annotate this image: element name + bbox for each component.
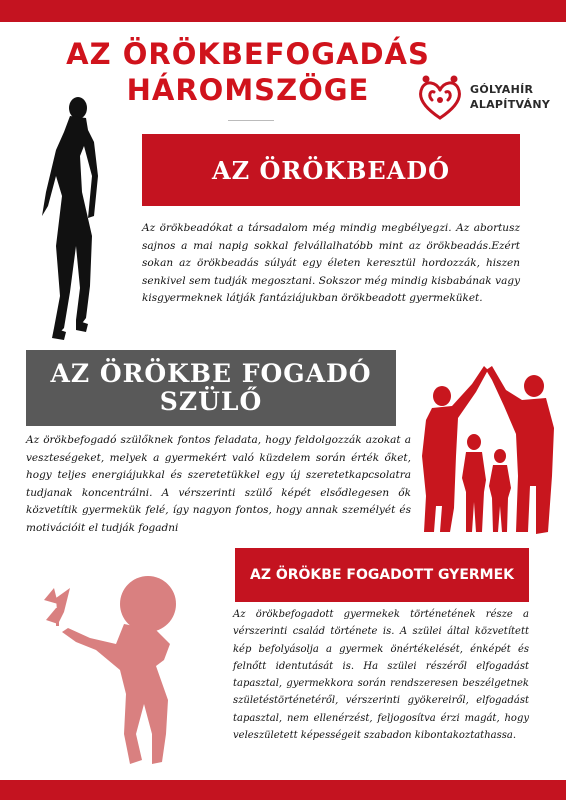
child-butterfly-silhouette-image bbox=[36, 574, 196, 774]
top-red-bar bbox=[0, 0, 566, 22]
title-divider bbox=[228, 120, 274, 121]
logo-name-line-1: GÓLYAHÍR bbox=[470, 83, 534, 96]
section-heading-line-1: AZ ÖRÖKBE FOGADÓ bbox=[50, 359, 372, 388]
logo-text bbox=[470, 82, 550, 112]
page-title-line-1: AZ ÖRÖKBEFOGADÁS bbox=[66, 37, 430, 71]
bottom-red-bar bbox=[0, 780, 566, 800]
page-title bbox=[60, 36, 436, 108]
section-text-orokbefogado-szulo: Az örökbefogadó szülőknek fontos feladata, hogy feldolgozzák azokat a veszteségeket, melyek a gyermekért való küzdelem során érték őket, hogy teljes energiájukkal és szeretetükkel egy új szeretetkapcsolatra tudjanak koncentrálni. A vérszerinti szülő képét elsődlegesen ők közvetítik gyermekük felé, így nagyon fontos, hogy annak személyét és motivációit el tudják fogadni bbox=[26, 434, 411, 534]
logo-name-line-2: ALAPÍTVÁNY bbox=[470, 98, 551, 111]
woman-silhouette-image bbox=[36, 96, 116, 342]
section-heading-text: AZ ÖRÖKBE FOGADOTT GYERMEK bbox=[249, 567, 515, 583]
section-heading-orokbefogadott-gyermek bbox=[235, 548, 529, 602]
section-heading-orokbeado bbox=[142, 134, 520, 206]
section-heading-orokbefogado-szulo bbox=[26, 350, 396, 426]
section-text-orokbefogadott-gyermek: Az örökbefogadott gyermekek történetének része a vérszerinti család története is. A szülei által közvetített kép befolyásolja a gyermek önértékelését, énképét és felnőtt identutását is. Ha szülei részéről elfogadást tapasztal, gyermekkora során rendszeresen beszélgetnek születéstörténetéről, vérszerinti gyökereiről, elfogadást tapasztal, nem ellenérzést, feljogosítva érzi magát, hogy veleszületett képességeit szabadon kibontakoztathassa. bbox=[233, 609, 529, 742]
section-heading-line-2: SZÜLŐ bbox=[159, 387, 263, 416]
section-heading-text: AZ ÖRÖKBEADÓ bbox=[211, 155, 451, 185]
hearts-family-icon bbox=[414, 70, 466, 124]
page-title-line-2: HÁROMSZÖGE bbox=[126, 73, 370, 107]
golyahir-logo bbox=[414, 70, 554, 126]
section-text-orokbeado: Az örökbeadókat a társadalom még mindig megbélyegzi. Az abortusz sajnos a mai napig sokkal felvállalhatóbb mint az örökbeadás.Ezért sokan az örökbeadás súlyát egy életen keresztül hordozzák, hiszen senkivel sem tudják megosztani. Sokszor még mindig kisbabának vagy kisgyermeknek látják fantáziájukban örökbeadott gyermeküket. bbox=[142, 222, 520, 304]
family-silhouette-image bbox=[414, 356, 560, 540]
